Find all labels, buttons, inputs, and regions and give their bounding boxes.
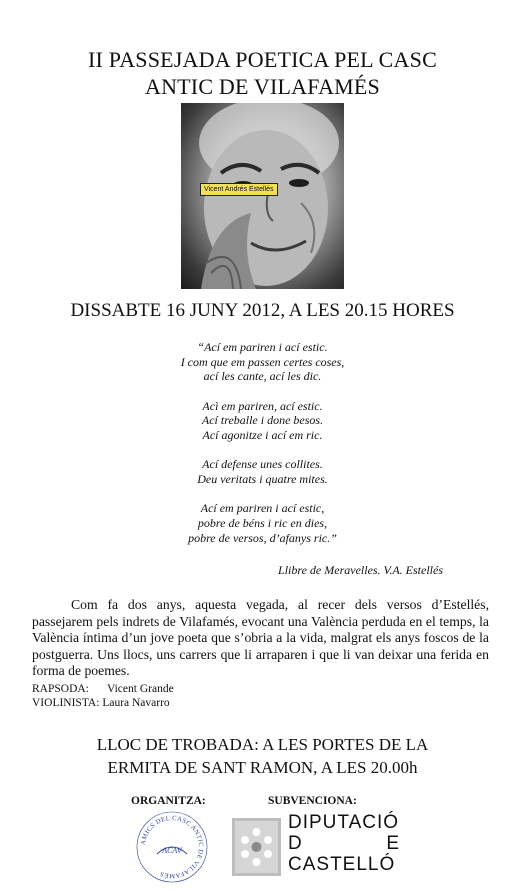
poem-stanza (0, 340, 525, 384)
diputacio-emblem (232, 818, 281, 876)
poem-stanza (0, 501, 525, 545)
subvenciona-label: SUBVENCIONA: (268, 795, 357, 807)
poem-line: Ací treballe i done besos. (201, 413, 324, 428)
poem-line: Ací agonitze i ací em ric. (202, 428, 323, 443)
meeting-line-2: ERMITA DE SANT RAMON, A LES 20.00h (107, 757, 418, 777)
poem-line: Ací em pariren i ací estic, (200, 501, 325, 516)
poem-line: Acì em pariren, ací estic. (202, 398, 323, 413)
logo-center-text: ACAV (162, 846, 182, 855)
poem-line: “Ací em pariren i ací estic. (197, 340, 328, 354)
poem-line: pobre de versos, d’afanys ric.” (188, 530, 337, 545)
diputacio-line-2 (288, 833, 400, 854)
title-line-2: ANTIC DE VILAFAMÉS (144, 74, 380, 99)
poem-line: Ací defense unes collites. (202, 457, 323, 472)
diputacio-letter: E (386, 833, 400, 854)
poet-face-illustration (181, 103, 344, 289)
poem-line: I com que em passen certes coses, (180, 354, 345, 369)
poem-source: Llibre de Meravelles. V.A. Estellés (278, 563, 443, 577)
organitza-label: ORGANITZA: (131, 795, 206, 807)
poem-line: Deu veritats i quatre mites. (197, 471, 328, 486)
diputacio-line-3: CASTELLÓ (288, 854, 396, 875)
meeting-line-1: LLOC DE TROBADA: A LES PORTES DE LA (96, 735, 429, 754)
meeting-point (0, 734, 525, 779)
acav-logo (135, 810, 209, 884)
poster-title (0, 46, 525, 100)
event-description: Com fa dos anys, aquesta vegada, al recer dels versos d’Estellés, passejarem pels indrets de Vilafamés, evocant una València perduda en el temps, la València íntima d’un jove poeta que s’obria a la vida, malgrat els anys foscos de la postguerra. Uns llocs, uns carrers que li arraparen i que li van deixar una ferida en forma de poemes. (32, 597, 489, 679)
rapsoda-name: Vicent Grande (107, 683, 174, 695)
diputacio-line-1: DIPUTACIÓ (288, 812, 400, 833)
poem-stanza (0, 457, 525, 486)
diputacio-wordmark (288, 812, 400, 875)
photo-caption: Vicent Andrés Estellés (200, 183, 278, 196)
rapsoda-credit (32, 683, 174, 696)
poet-photo (181, 103, 344, 289)
poem (0, 340, 525, 560)
logo-ring-text: AMICS DEL CASC ANTIC DE VILAFAMÉS (140, 814, 205, 880)
poem-line: ací les cante, ací les dic. (203, 369, 322, 384)
violinista-name: Laura Navarro (102, 697, 170, 709)
title-line-1: II PASSEJADA POETICA PEL CASC (88, 47, 437, 72)
event-date: DISSABTE 16 JUNY 2012, A LES 20.15 HORES (70, 300, 455, 321)
diputacio-letter: D (288, 833, 303, 854)
violinista-label: VIOLINISTA: (32, 697, 100, 709)
poem-stanza (0, 399, 525, 443)
poem-line: pobre de béns i ric en dies, (197, 515, 328, 530)
violinista-credit (32, 697, 170, 710)
rapsoda-label: RAPSODA: (32, 683, 89, 695)
